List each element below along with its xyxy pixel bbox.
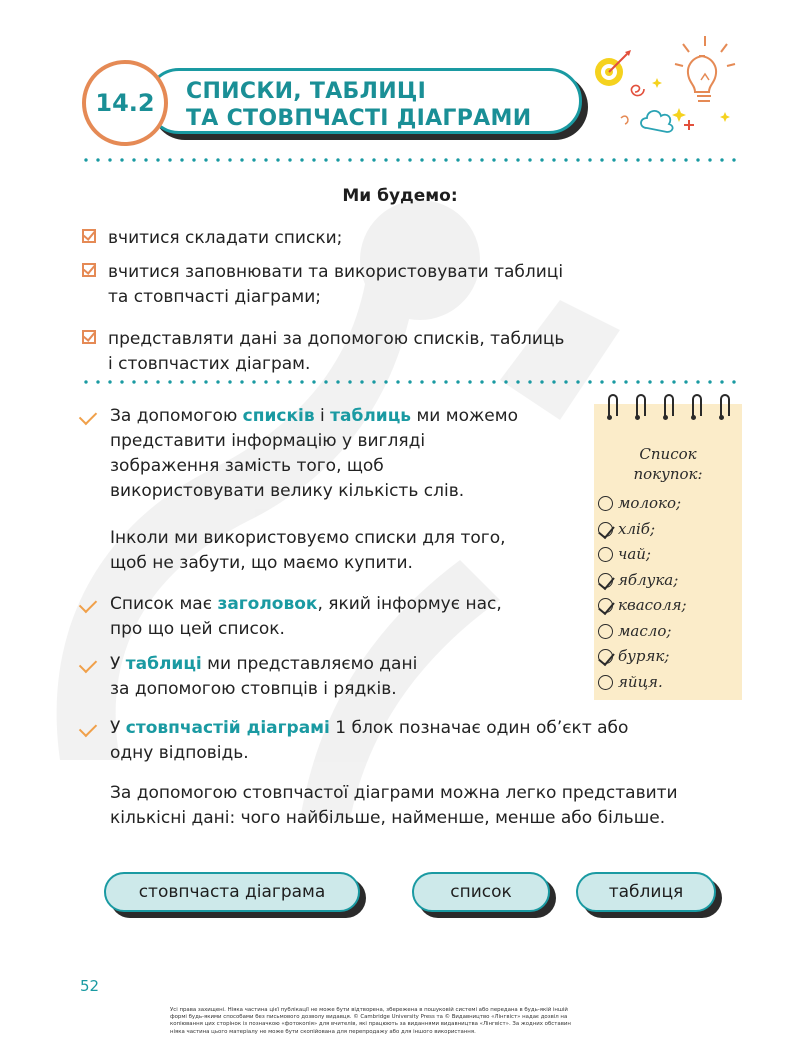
section-title-line1: СПИСКИ, ТАБЛИЦІ: [186, 79, 427, 104]
spiral-ring-icon: [720, 394, 730, 416]
divider-middle: [80, 380, 740, 384]
checked-circle-icon: [598, 573, 613, 588]
paragraph-table: У таблиці ми представляємо дані за допомогою стовпців і рядків.: [110, 654, 418, 699]
section-number-badge: [82, 60, 168, 146]
checkbox-icon: [82, 263, 96, 277]
target-icon: [595, 50, 631, 86]
paragraph-shopping: Інколи ми використовуємо списки для того, щоб не забути, що маємо купити.: [110, 528, 506, 573]
tick-bullet-icon: [79, 595, 97, 613]
section-title-line2: ТА СТОВПЧАСТІ ДІАГРАМИ: [186, 106, 532, 131]
checked-circle-icon: [598, 598, 613, 613]
spiral-ring-icon: [636, 394, 646, 416]
paragraph-bar-chart: У стовпчастій діаграмі 1 блок позначає один об’єкт або одну відповідь.: [110, 718, 629, 763]
table-button[interactable]: таблиця: [576, 872, 716, 912]
plus-icon: [684, 120, 694, 130]
copyright-footer: Усі права захищені. Ніяка частина цієї публікації не може бути відтворена, збережена в пошуковій системі або передана в будь-якій іншій формі будь-якими способами без письмового дозволу видавця. © Cambridge University Press та © Видавництво «Лінгвіст» надає дозвіл на копіювання цих сторінок із позначкою «фотокопія» для вчителів, які працюють за виданнями видавництва «Лінгвіст». За жодних обставин ніяка частина цього матеріалу не може бути скопійована для перепродажу або для іншого використання.: [170, 1007, 571, 1035]
cloud-icon: [641, 111, 673, 132]
tick-bullet-icon: [79, 655, 97, 673]
ideas-illustration: [585, 30, 745, 140]
shopping-list-title-line2: покупок:: [633, 465, 703, 483]
spiral-ring-icon: [664, 394, 674, 416]
tick-bullet-icon: [79, 407, 97, 425]
page-number: 52: [80, 977, 100, 995]
lightbulb-icon: [675, 36, 735, 101]
empty-circle-icon: [598, 675, 613, 690]
checked-circle-icon: [598, 522, 613, 537]
objectives-heading: Ми будемо:: [342, 186, 458, 206]
list-button[interactable]: список: [412, 872, 550, 912]
checkbox-icon: [82, 330, 96, 344]
tick-bullet-icon: [79, 719, 97, 737]
paragraph-list-title: Список має заголовок, який інформує нас, про що цей список.: [110, 594, 502, 639]
empty-circle-icon: [598, 547, 613, 562]
section-number: 14.2: [95, 89, 155, 117]
spiral-ring-icon: [692, 394, 702, 416]
swirl-icon: [621, 116, 628, 124]
section-title: [186, 78, 531, 132]
spiral-ring-icon: [608, 394, 618, 416]
empty-circle-icon: [598, 496, 613, 511]
checkbox-icon: [82, 229, 96, 243]
paragraph-lists-tables: За допомогою списків і таблиць ми можемо представити інформацію у вигляді зображення замість того, щоб використовувати велику кількість слів.: [110, 406, 518, 501]
spiral-icon: [631, 85, 644, 95]
checked-circle-icon: [598, 649, 613, 664]
paragraph-bar-chart-use: За допомогою стовпчастої діаграми можна легко представити кількісні дані: чого найбільше, найменше, менше або більше.: [110, 783, 678, 828]
bar-chart-button[interactable]: стовпчаста діаграма: [104, 872, 360, 912]
empty-circle-icon: [598, 624, 613, 639]
shopping-list-notepad: Список покупок: молоко; хліб; чай; яблука; квасоля; масло; буряк; яйця.: [594, 404, 742, 700]
shopping-list-title-line1: Список: [639, 445, 697, 463]
divider-top: [80, 158, 740, 162]
